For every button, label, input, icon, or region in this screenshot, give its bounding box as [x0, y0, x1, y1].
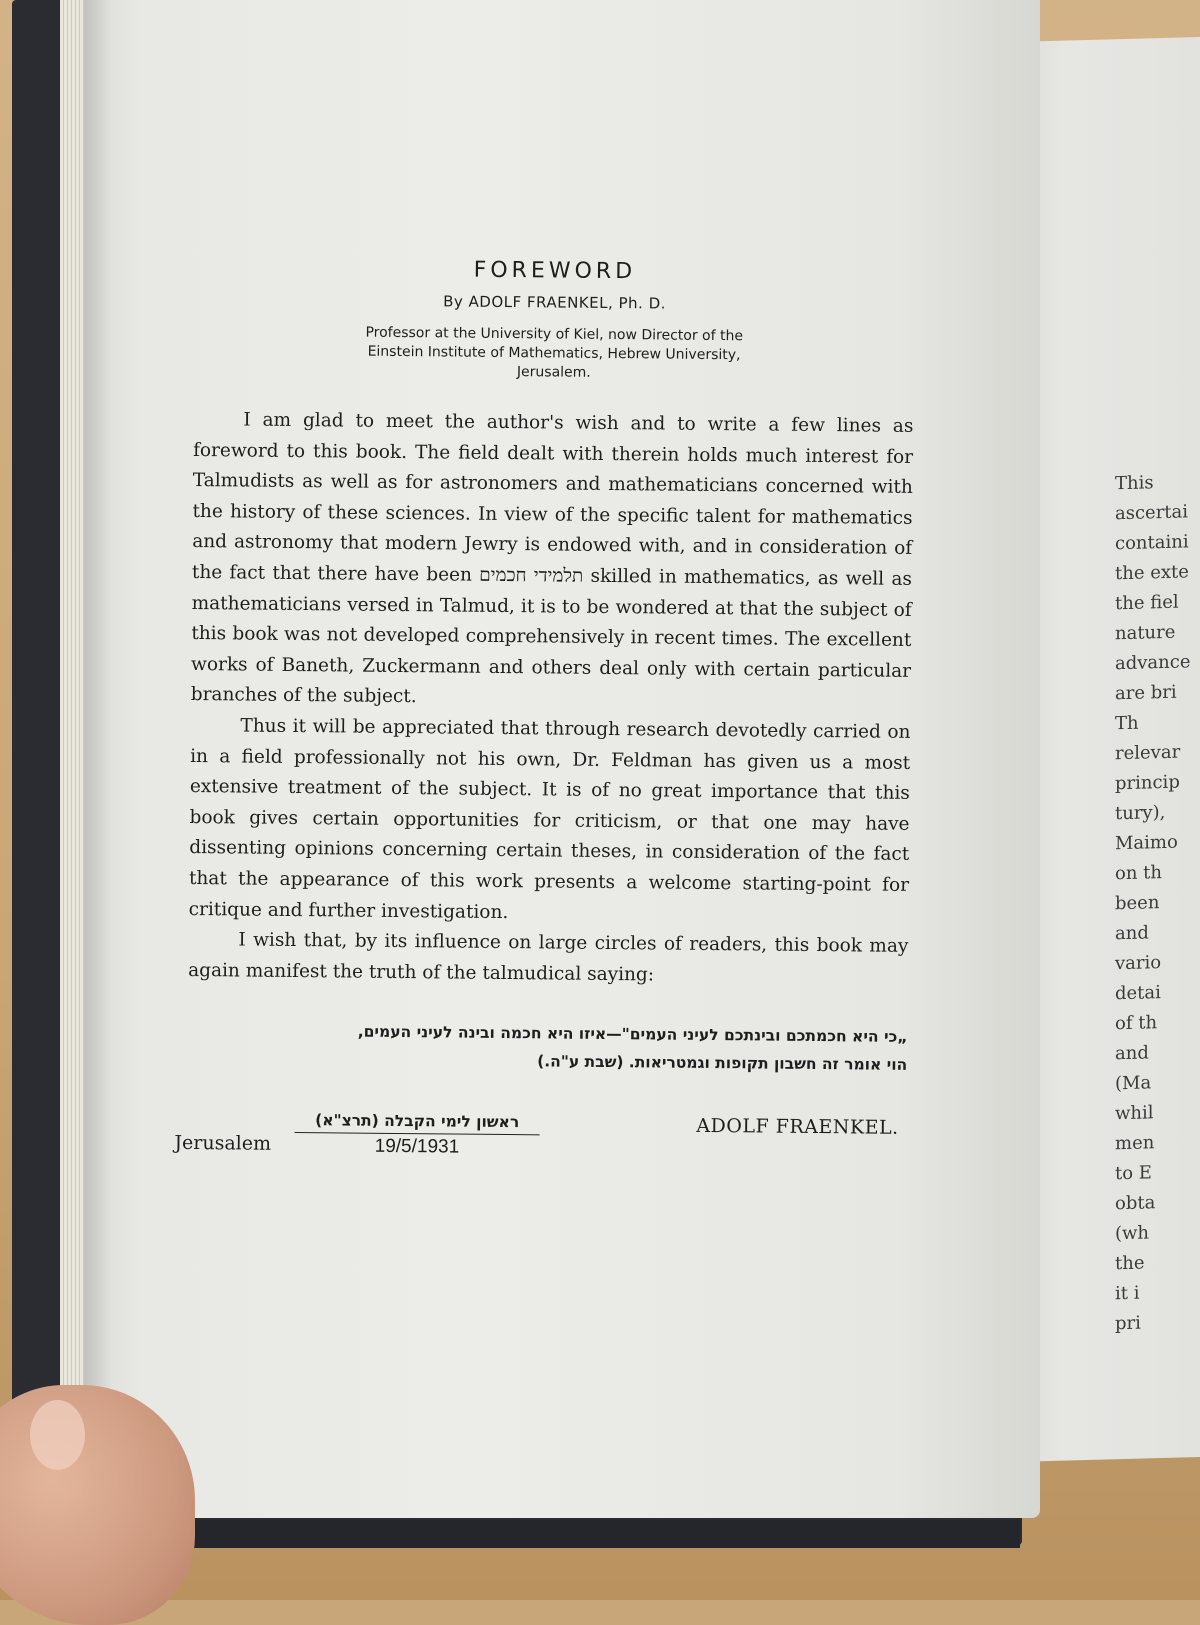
- body-paragraph: I wish that, by its influence on large circles of readers, this book may again manifest the truth of the talmudical saying:: [188, 929, 909, 986]
- facing-page-line: and: [1115, 1042, 1149, 1065]
- facing-page-line: Maimo: [1115, 831, 1178, 855]
- affiliation-line: Jerusalem.: [516, 364, 591, 381]
- facing-page-line: containi: [1115, 531, 1189, 555]
- facing-page-line: Th: [1115, 712, 1139, 735]
- facing-page-line: to E: [1115, 1162, 1152, 1185]
- hebrew-date: ראשון לימי הקבלה (תרצ"א): [295, 1111, 540, 1135]
- facing-page-line: princip: [1115, 771, 1180, 795]
- quotation-line: הוי אומר זה חשבון תקופות וגמטריאות. (שבת ע"ה.): [537, 1052, 908, 1075]
- hebrew-quotation: [187, 1016, 908, 1079]
- place-name: Jerusalem: [174, 1132, 272, 1156]
- facing-page-line: and: [1115, 922, 1149, 945]
- facing-page-line: whil: [1115, 1102, 1154, 1125]
- facing-page-line: detai: [1115, 982, 1161, 1005]
- facing-page-line: ascertai: [1115, 501, 1189, 525]
- facing-page-text: [1115, 467, 1200, 1340]
- foreword-body: [188, 405, 914, 993]
- author-signature: ADOLF FRAENKEL.: [696, 1115, 899, 1140]
- facing-page-line: the: [1115, 1252, 1145, 1275]
- facing-page-line: pri: [1115, 1312, 1141, 1335]
- signature-block: [174, 1111, 907, 1183]
- facing-page-line: men: [1115, 1132, 1155, 1155]
- page-title: FOREWORD: [473, 257, 637, 285]
- facing-page-line: This: [1115, 472, 1154, 495]
- body-paragraph: I am glad to meet the author's wish and to write a few lines as foreword to this book. The field dealt with therein holds much interest for Talmudists as well as for astronomers and mathematicians concerned with the history of these sciences. In view of the specific talent for mathematics and astronomy that modern Jewry is endowed with, and in consideration of the fact that there have been תלמידי חכמים skilled in mathematics, as well as mathematicians versed in Talmud, it is to be wondered at that the subject of this book was not developed comprehensively in recent times. The excellent works of Baneth, Zuckermann and others deal only with certain particular branches of the subject.: [190, 409, 914, 708]
- facing-page-line: the fiel: [1115, 591, 1179, 615]
- affiliation-line: Professor at the University of Kiel, now Director of the: [365, 324, 744, 345]
- author-affiliation: [284, 323, 825, 385]
- quotation-line: „כי היא חכמתכם ובינתכם לעיני העמים"—איזו היא חכמה ובינה לעיני העמים,: [357, 1022, 908, 1047]
- facing-page-line: on th: [1115, 862, 1162, 885]
- facing-page-line: been: [1115, 892, 1160, 915]
- facing-page-line: the exte: [1115, 561, 1189, 585]
- facing-page-line: are bri: [1115, 681, 1177, 705]
- facing-page-line: (wh: [1115, 1222, 1150, 1245]
- body-paragraph: Thus it will be appreciated that through research devotedly carried on in a field professionally not his own, Dr. Feldman has given us a most extensive treatment of the subject. It is of no great importance that this book gives certain opportunities for criticism, or that one may have dissenting opinions concerning certain theses, in consideration of the fact that the appearance of this work presents a welcome starting-point for critique and further investigation.: [188, 715, 911, 923]
- facing-page-line: vario: [1115, 952, 1162, 975]
- facing-page-line: (Ma: [1115, 1072, 1152, 1095]
- author-byline: By ADOLF FRAENKEL, Ph. D.: [443, 292, 667, 313]
- gutter-shadow: [84, 0, 112, 1518]
- foreword-content: [174, 255, 915, 1183]
- date-fraction: [294, 1111, 539, 1159]
- facing-page-line: tury),: [1115, 801, 1166, 825]
- facing-page-line: of th: [1115, 1012, 1158, 1035]
- facing-page-line: relevar: [1115, 741, 1181, 765]
- gregorian-date: 19/5/1931: [374, 1136, 460, 1158]
- facing-page-line: obta: [1115, 1192, 1156, 1215]
- facing-page-line: advance: [1115, 651, 1191, 675]
- facing-page-line: nature: [1115, 621, 1176, 645]
- affiliation-line: Einstein Institute of Mathematics, Hebrew University,: [367, 343, 741, 364]
- facing-page-line: it i: [1115, 1282, 1140, 1305]
- thumbnail-highlight: [30, 1400, 85, 1470]
